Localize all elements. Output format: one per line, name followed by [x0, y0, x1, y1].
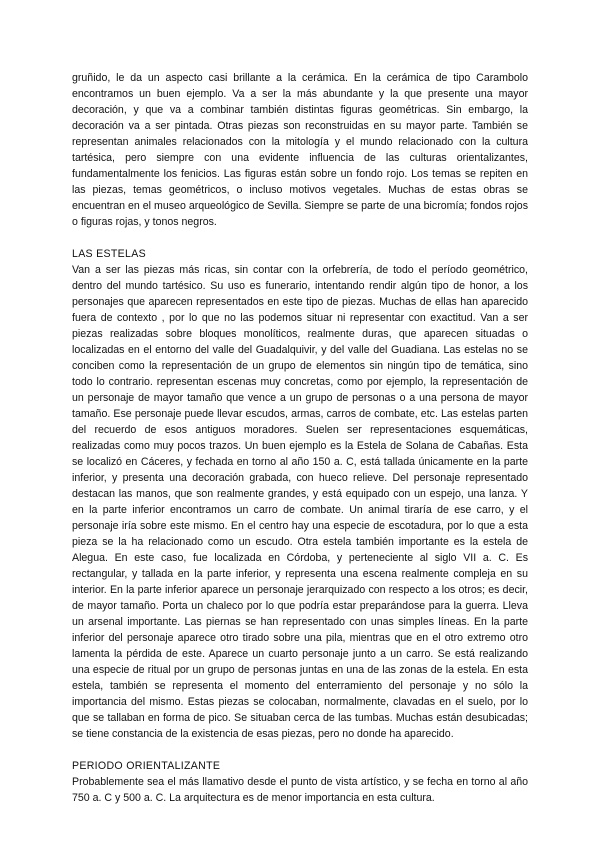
section-heading-estelas: LAS ESTELAS [72, 248, 146, 260]
section-body-estelas: Van a ser las piezas más ricas, sin contar con la orfebrería, de todo el período geométrico, dentro del mundo tartésico. Su uso es funerario, intentando rendir algún tipo de honor, a los personajes que aparecen representados en este tipo de piezas. Muchas de ellas han aparecido fuera de contexto , por lo que no las podemos situar ni representar con exactitud. Van a ser piezas realizadas sobre bloques monolíticos, realmente duras, que aparecen situadas o localizadas en el entorno del valle del Guadalquivir, y del valle del Guadiana. Las estelas no se conciben como la representación de un grupo de elementos sin ningún tipo de temática, sino todo lo contrario. representan escenas muy concretas, como por ejemplo, la representación de un personaje de mayor tamaño que vence a un grupo de personas o a una persona de mayor tamaño. Ese personaje puede llevar escudos, armas, carros de combate, etc. Las estelas parten del recuerdo de esos antiguos moradores. Suelen ser representaciones esquemáticas, realizadas como muy pocos trazos. Un buen ejemplo es la Estela de Solana de Cabañas. Esta se localizó en Cáceres, y fechada en torno al año 150 a. C, está tallada únicamente en la parte inferior, y presenta una decoración grabada, con hueco relieve. Del personaje representado destacan las manos, que son realmente grandes, y está equipado con un espejo, una lanza. Y en la parte inferior encontramos un carro de combate. Un animal tiraría de ese carro, y el personaje iría sobre este mismo. En el centro hay una especie de escotadura, por lo que a esta pieza se la ha relacionado como un escudo. Otra estela también importante es la estela de Alegua. En este caso, fue localizada en Córdoba, y perteneciente al siglo VII a. C. Es rectangular, y tallada en la parte inferior, y representa una escena realmente compleja en su interior. En la parte inferior aparece un personaje jerarquizado con respecto a los otros; es decir, de mayor tamaño. Porta un chaleco por lo que podría estar preparándose para la guerra. Lleva un arsenal importante. Las piernas se han representado con unas simples líneas. En la parte inferior del personaje aparece otro tirado sobre una pila, mientras que en el otro extremo otro lamenta la pérdida de este. Aparece un cuarto personaje junto a un carro. Se está realizando una especie de ritual por un grupo de personas juntas en una de las zonas de la estela. En esta estela, también se representa el momento del enterramiento del personaje y no sólo la importancia del mismo. Estas piezas se colocaban, normalmente, clavadas en el suelo, por lo que se tallaban en forma de pico. Se situaban cerca de las tumbas. Muchas están desubicadas; se tiene constancia de la existencia de esas piezas, pero no donde ha aparecido. [72, 264, 528, 740]
section-spacer [72, 742, 528, 758]
intro-paragraph: gruñido, le da un aspecto casi brillante a la cerámica. En la cerámica de tipo Carambolo encontramos un buen ejemplo. Va a ser la más abundante y la que presente una mayor decoración, y que va a combinar también distintas figuras geométricas. Sin embargo, la decoración va a ser pintada. Otras piezas son reconstruidas en su mayor parte. También se representan animales relacionados con la mitología y el mundo relacionado con la cultura tartésica, pero siempre con una evidente influencia de las culturas orientalizantes, fundamentalmente los fenicios. Las figuras están sobre un fondo rojo. Los temas se repiten en las piezas, temas geométricos, o incluso motivos vegetales. Muchas de estas obras se encuentran en el museo arqueológico de Sevilla. Siempre se parte de una bicromía; fondos rojos o figuras rojas, y tonos negros. [72, 72, 528, 228]
document-page [72, 70, 528, 806]
section-heading-orientalizante: PERIODO ORIENTALIZANTE [72, 760, 221, 772]
section-body-orientalizante: Probablemente sea el más llamativo desde el punto de vista artístico, y se fecha en torno al año 750 a. C y 500 a. C. La arquitectura es de menor importancia en esta cultura. [72, 776, 528, 804]
section-spacer [72, 230, 528, 246]
